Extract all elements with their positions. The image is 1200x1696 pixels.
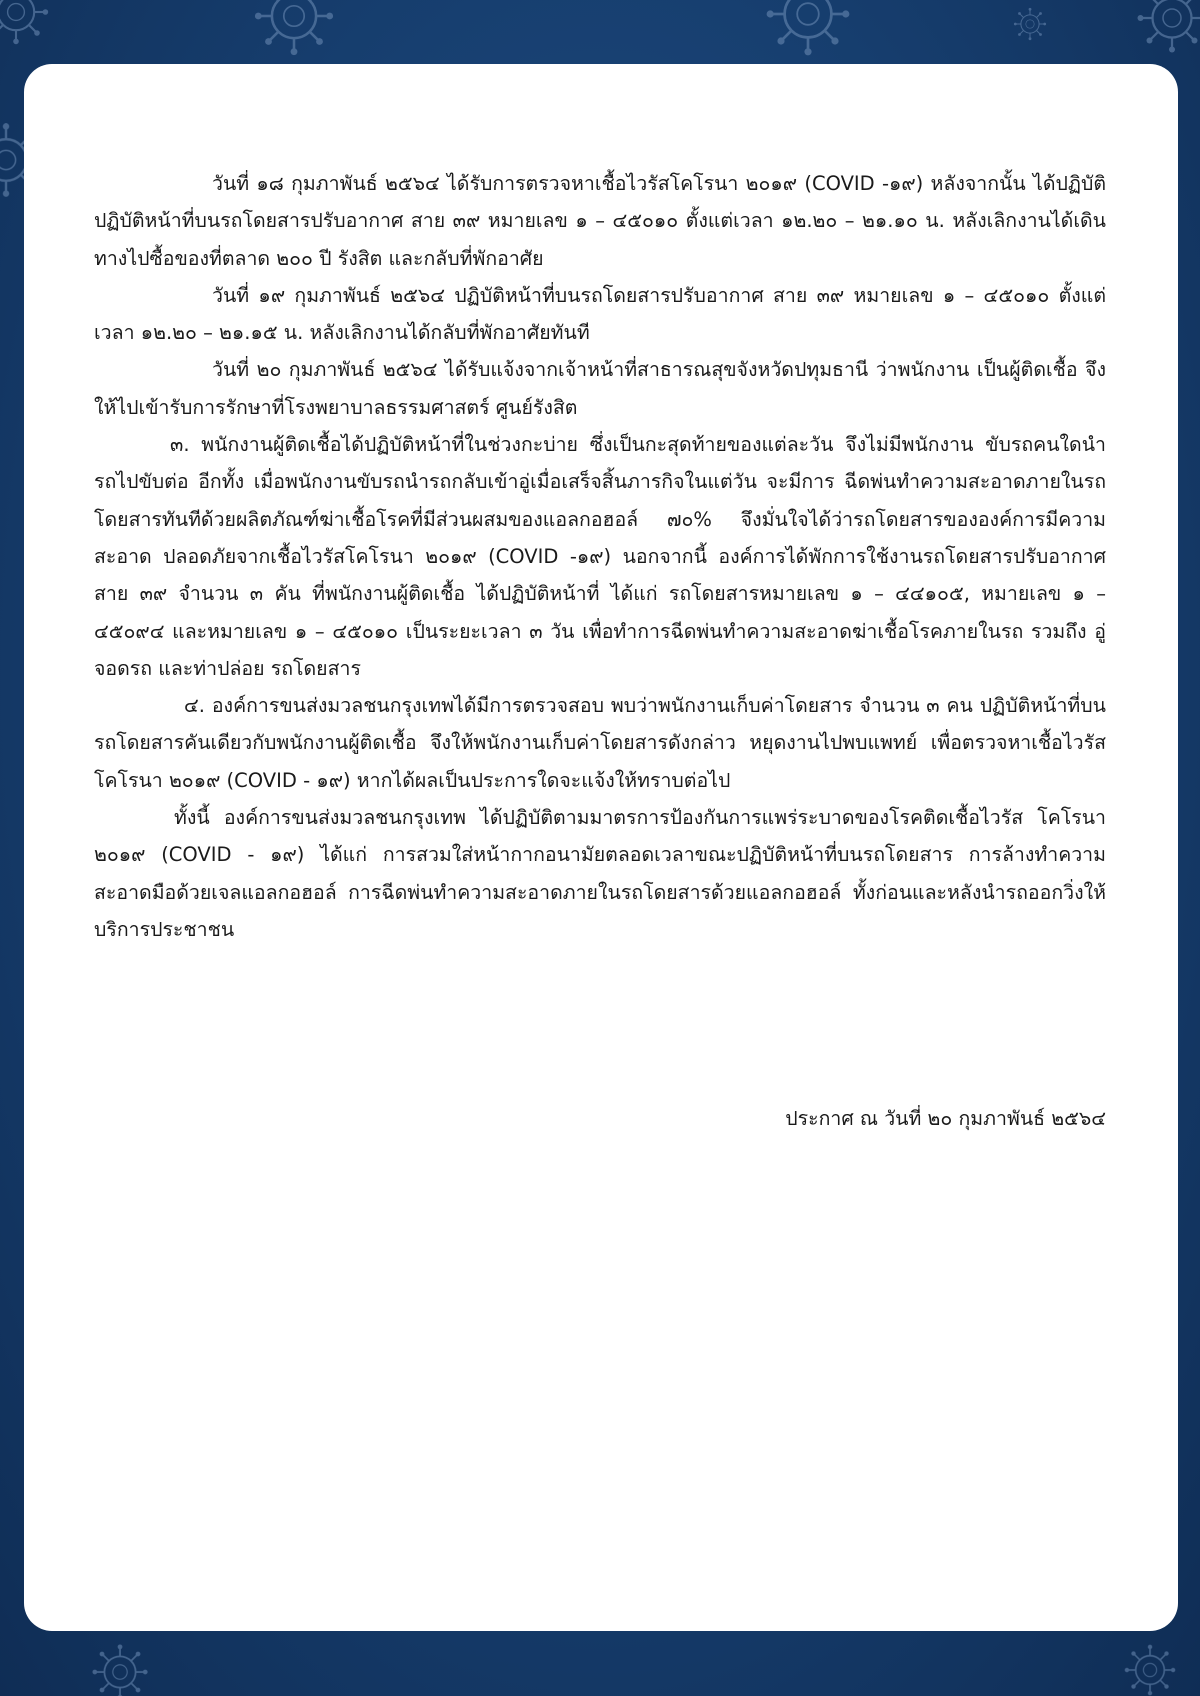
text-line: วันที่ ๑๙ กุมภาพันธ์ ๒๕๖๔ ปฏิบัติหน้าที่บนรถโดยสารปรับอากาศ สาย ๓๙ หมายเลข ๑ – ๔๕๐๑๐ [212,283,1050,307]
text-line: ๔. องค์การขนส่งมวลชนกรุงเทพได้มีการตรวจสอบ พบว่าพนักงานเก็บค่าโดยสาร จำนวน ๓ คน [184,694,973,718]
text-line: วันที่ ๒๐ กุมภาพันธ์ ๒๕๖๔ ได้รับแจ้งจากเจ้าหน้าที่สาธารณสุขจังหวัดปทุมธานี ว่าพนักงาน [212,358,970,382]
document-body [94,165,1106,948]
text-line: เป็นผู้ติดเชื้อ จึงให้ไปเข้ารับการรักษาที่โรงพยาบาลธรรมศาสตร์ ศูนย์รังสิต [94,358,1106,419]
text-line: ได้ปฏิบัติปฏิบัติหน้าที่บนรถโดยสารปรับอากาศ สาย ๓๙ หมายเลข ๑ – ๔๕๐๑๐ ตั้งแต่เวลา ๑๒.๒๐ – ๒๑.๑๐ น. [94,172,1106,233]
paragraph-feb-18 [94,165,1106,277]
text-line: ได้ปฏิบัติหน้าที่ ได้แก่ รถโดยสารหมายเลข ๑ – ๔๔๑๐๕, หมายเลข ๑ – ๔๕๐๙๔ และหมายเลข ๑ – ๔๕๐๑๐ [94,582,1106,643]
text-line: ทั้งนี้ องค์การขนส่งมวลชนกรุงเทพ ได้ปฏิบัติตามมาตรการป้องกันการแพร่ระบาดของโรคติดเชื้อไวรัส [174,806,1024,830]
text-line: ๓. พนักงานผู้ติดเชื้อได้ปฏิบัติหน้าที่ในช่วงกะบ่าย ซึ่งเป็นกะสุดท้ายของแต่ละวัน จึงไม่มีพนักงาน [170,433,974,457]
text-line: เป็นระยะเวลา ๓ วัน เพื่อทำการฉีดพ่นทำความสะอาดฆ่าเชื้อโรคภายในรถ รวมถึง อู่จอดรถ และท่าปล่อย [94,619,1106,680]
text-line: ขับรถคนใดนำรถไปขับต่อ อีกทั้ง เมื่อพนักงานขับรถนำรถกลับเข้าอู่เมื่อเสร็จสิ้นภารกิจในแต่วัน จะมีการ [94,433,1106,494]
text-line: รถโดยสาร [270,656,361,680]
text-line: โคโรนา ๒๐๑๙ (COVID - ๑๙) ได้แก่ การสวมใส่หน้ากากอนามัยตลอดเวลาขณะปฏิบัติหน้าที่บนรถโดยสาร [94,806,1106,867]
text-line: ฉีดพ่นทำความสะอาดภายในรถโดยสารทันทีด้วยผลิตภัณฑ์ฆ่าเชื้อโรคที่มีส่วนผสมของแอลกอฮอล์ ๗๐% [94,470,1106,531]
text-line: วันที่ ๑๘ กุมภาพันธ์ ๒๕๖๔ ได้รับการตรวจหาเชื้อไวรัสโคโรนา ๒๐๑๙ (COVID -๑๙) หลังจากนั้น [212,172,1026,195]
text-line: การล้างทำความสะอาดมือด้วยเจลแอลกอฮอล์ การฉีดพ่นทำความสะอาดภายในรถโดยสารด้วยแอลกอฮอล์ [94,843,1106,904]
text-line: หลังเลิกงานได้เดินทางไปซื้อของที่ตลาด ๒๐๐ ปี รังสิต และกลับที่พักอาศัย [94,209,1107,270]
paragraph-closing [94,799,1106,948]
text-line: ทั้งก่อนและหลังนำรถออกวิ่งให้บริการประชาชน [94,880,1106,941]
paragraph-item-3 [94,426,1106,687]
paragraph-item-4 [94,687,1106,799]
text-line: จึงมั่นใจได้ว่ารถโดยสารขององค์การมีความสะอาด ปลอดภัยจากเชื้อไวรัสโคโรนา ๒๐๑๙ (COVID -๑๙) [94,507,1106,568]
text-line: นอกจากนี้ องค์การได้พักการใช้งานรถโดยสารปรับอากาศ สาย ๓๙ จำนวน ๓ คัน ที่พนักงานผู้ติดเชื้อ [94,544,1106,606]
text-line: เพื่อตรวจหาเชื้อไวรัสโคโรนา ๒๐๑๙ (COVID - ๑๙) หากได้ผลเป็นประการใดจะแจ้งให้ทราบต่อไป [94,731,1106,792]
paragraph-feb-19 [94,277,1106,352]
text-line: ตั้งแต่เวลา ๑๒.๒๐ – ๒๑.๑๕ น. หลังเลิกงานได้กลับที่พักอาศัยทันที [94,283,1106,345]
announcement-date: ประกาศ ณ วันที่ ๒๐ กุมภาพันธ์ ๒๕๖๔ [785,1107,1106,1130]
text-line: ปฏิบัติหน้าที่บนรถโดยสารคันเดียวกับพนักงานผู้ติดเชื้อ จึงให้พนักงานเก็บค่าโดยสารดังกล่าว หยุดงานไปพบแพทย์ [94,694,1106,755]
paragraph-feb-20 [94,351,1106,426]
